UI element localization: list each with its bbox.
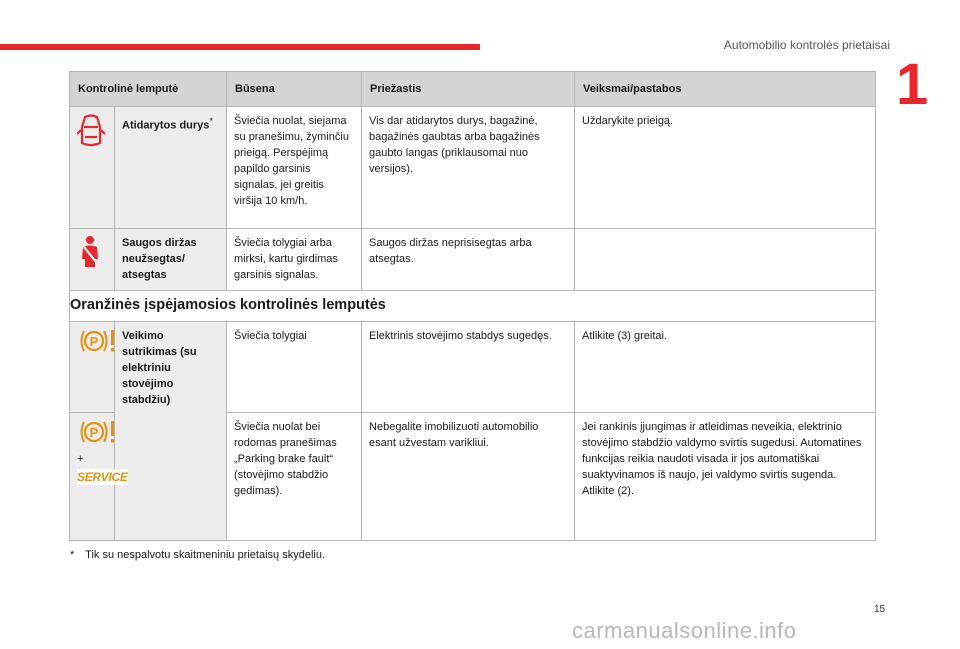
action-cell: Jei rankinis įjungimas ir atleidimas neveikia, elektrinio stovėjimo stabdžio valdymo svirtis sugedusi. Automatines funkcijas reikia naudoti visada ir jos automatiškai suaktyvinamos iš naujo, jei valdymo svirtis sugenda. Atlikite (2). bbox=[575, 413, 876, 541]
cause-cell: Vis dar atidarytos durys, bagažinė, bagažinės gaubtas arba bagažinės gaubto langas (priklausomai nuo versijos). bbox=[362, 107, 575, 229]
lamp-icon-cell bbox=[70, 322, 115, 413]
footnote bbox=[70, 549, 325, 561]
parking-brake-fault-icon bbox=[77, 328, 117, 354]
action-cell bbox=[575, 229, 876, 291]
svg-text:P: P bbox=[89, 334, 99, 349]
status-cell: Šviečia nuolat, siejama su pranešimu, žyminčiu prieigą. Perspėjimą papildo garsinis signalas, jei greitis viršija 10 km/h. bbox=[227, 107, 362, 229]
seatbelt-warning-icon bbox=[77, 235, 103, 269]
service-icon: SERVICE bbox=[77, 470, 128, 484]
table-header-row bbox=[70, 72, 876, 107]
table-row bbox=[70, 322, 876, 413]
action-cell: Atlikite (3) greitai. bbox=[575, 322, 876, 413]
subheading-row bbox=[70, 291, 876, 322]
cause-cell: Saugos diržas neprisisegtas arba atsegtas. bbox=[362, 229, 575, 291]
lamp-name: Veikimo sutrikimas (su elektriniu stovėjimo stabdžiu) bbox=[115, 322, 227, 541]
parking-brake-fault-icon bbox=[77, 419, 117, 445]
orange-lamps-subheading: Oranžinės įspėjamosios kontrolinės lemputės bbox=[70, 291, 876, 322]
column-header-lamp: Kontrolinė lemputė bbox=[70, 72, 227, 107]
footnote-mark: * bbox=[70, 549, 75, 561]
status-cell: Šviečia tolygiai bbox=[227, 322, 362, 413]
lamp-icon-cell bbox=[70, 107, 115, 229]
lamp-icon-cell bbox=[70, 413, 128, 541]
cause-cell: Elektrinis stovėjimo stabdys sugedęs. bbox=[362, 322, 575, 413]
page-number: 15 bbox=[874, 604, 886, 615]
column-header-status: Būsena bbox=[227, 72, 362, 107]
column-header-action: Veiksmai/pastabos bbox=[575, 72, 876, 107]
cause-cell: Nebegalite imobilizuoti automobilio esant užvestam varikliui. bbox=[362, 413, 575, 541]
svg-text:P: P bbox=[89, 425, 99, 440]
door-open-warning-icon bbox=[77, 113, 105, 151]
column-header-cause: Priežastis bbox=[362, 72, 575, 107]
action-cell: Uždarykite prieigą. bbox=[575, 107, 876, 229]
lamp-name: Atidarytos durys* bbox=[115, 107, 227, 229]
footnote-text: Tik su nespalvotu skaitmeniniu prietaisų skydeliu. bbox=[85, 549, 326, 561]
warning-lamps-table bbox=[69, 71, 876, 541]
accent-bar bbox=[0, 44, 480, 50]
plus-sign: + bbox=[77, 453, 84, 465]
chapter-number: 1 bbox=[896, 52, 929, 117]
status-cell: Šviečia nuolat bei rodomas pranešimas „Parking brake fault“ (stovėjimo stabdžio gedimas). bbox=[227, 413, 362, 541]
section-title: Automobilio kontrolės prietaisai bbox=[723, 38, 890, 52]
lamp-name: Saugos diržas neužsegtas/ atsegtas bbox=[115, 229, 227, 291]
table-row bbox=[70, 229, 876, 291]
status-cell: Šviečia tolygiai arba mirksi, kartu girdimas garsinis signalas. bbox=[227, 229, 362, 291]
lamp-icon-cell bbox=[70, 229, 115, 291]
table-row bbox=[70, 107, 876, 229]
watermark: carmanualsonline.info bbox=[572, 618, 797, 643]
